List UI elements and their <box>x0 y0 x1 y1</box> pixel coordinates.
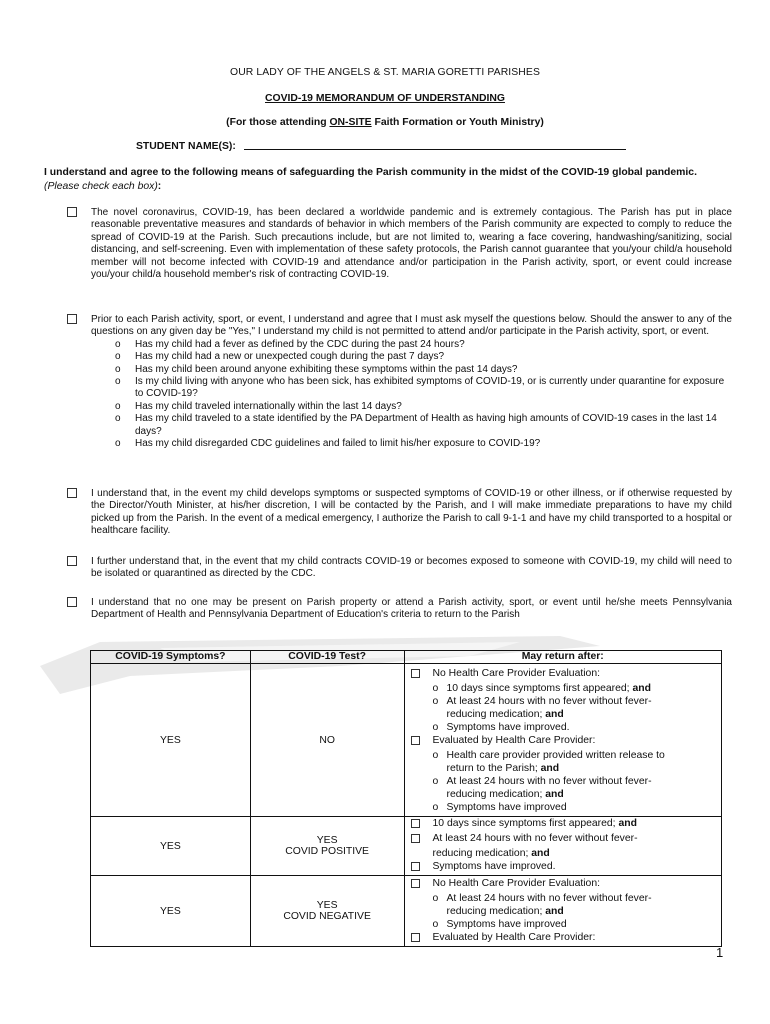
table-checkbox[interactable] <box>411 933 420 942</box>
checkbox-5[interactable] <box>67 597 77 607</box>
table-header: COVID-19 Test? <box>250 651 404 664</box>
table-checkbox[interactable] <box>411 819 420 828</box>
table-row <box>91 817 722 876</box>
table-cell: 10 days since symptoms first appeared; and At least 24 hours with no fever without fever- reducing medication; and Symptoms have improved. <box>404 817 722 876</box>
table-checkbox[interactable] <box>411 736 420 745</box>
table-checkbox[interactable] <box>411 879 420 888</box>
question-list <box>115 339 732 451</box>
agreement-item-4 <box>67 556 732 581</box>
question-item: o Has my child traveled internationally within the last 14 days? <box>115 400 402 412</box>
student-name-label: STUDENT NAME(S): <box>136 141 236 152</box>
checkbox-3[interactable] <box>67 488 77 498</box>
document-subtitle <box>0 117 770 128</box>
student-name-field <box>136 141 626 152</box>
table-cell: YES COVID POSITIVE <box>250 817 404 876</box>
table-row <box>91 664 722 817</box>
agreement-item-5 <box>67 597 732 622</box>
question-item: o Has my child had a new or unexpected cough during the past 7 days? <box>115 351 445 363</box>
agreement-text-1: The novel coronavirus, COVID-19, has been declared a worldwide pandemic and is extremely contagious. The Parish has put in place reasonable preventative measures and standards of behavior in which members of the Parish community are expected to comply to reduce the spread of COVID-19 at the Parish. Such precautions include, but are not limited to, wearing a face covering, handwashing/sanitizing, social distancing, and self-screening. Even with implementation of these safety protocols, the Parish cannot guarantee that you/your child/a household member will not become infected with COVID-19 and attendance and/or participation in the Parish activity, sport, or event could increase you/your child/a household member's risk of contracting COVID-19. <box>91 207 732 281</box>
subtitle-post: Faith Formation or Youth Ministry) <box>371 117 544 128</box>
table-checkbox[interactable] <box>411 862 420 871</box>
table-cell: YES <box>91 876 251 947</box>
agreement-item-1 <box>67 207 732 281</box>
table-cell: NO <box>250 664 404 817</box>
table-header: May return after: <box>404 651 722 664</box>
checkbox-1[interactable] <box>67 207 77 217</box>
intro-instruction: (Please check each box) <box>44 181 158 192</box>
intro-paragraph <box>44 166 734 194</box>
subtitle-onsite: ON-SITE <box>329 117 372 128</box>
agreement-text-4: I further understand that, in the event that my child contracts COVID-19 or becomes exposed to someone with COVID-19, my child will need to be isolated or quarantined as directed by the CDC. <box>91 556 732 580</box>
table-header-row <box>91 651 722 664</box>
intro-text: I understand and agree to the following means of safeguarding the Parish community in the midst of the COVID-19 global pandemic. <box>44 167 697 178</box>
agreement-item-2 <box>67 314 732 450</box>
table-cell: No Health Care Provider Evaluation: o 10 days since symptoms first appeared; and o At least 24 hours with no fever without fever- reducing medication; and o Symptoms have improved. Evaluated by Health Care Provider: o Health care provider provided written release to return to the Parish; and o At least 24 hours with no fever without fever- reducing medication; and o Symptoms have improved <box>404 664 722 817</box>
table-cell: YES COVID NEGATIVE <box>250 876 404 947</box>
agreement-text-5: I understand that no one may be present on Parish property or attend a Parish activity, sport, or event until he/she meets Pennsylvania Department of Health and Pennsylvania Department of Education's criteria to return to the Parish <box>91 597 732 621</box>
table-cell: YES <box>91 664 251 817</box>
return-criteria-table <box>90 650 722 947</box>
page-number: 1 <box>716 945 724 960</box>
document-title: COVID-19 MEMORANDUM OF UNDERSTANDING <box>265 93 505 104</box>
table-row <box>91 876 722 947</box>
agreement-text-3: I understand that, in the event my child develops symptoms or suspected symptoms of COVID-19 or other illness, or if otherwise requested by the Director/Youth Minister, at his/her discretion, I will be contacted by the Parish, and I will make immediate preparations to have my child picked up from the Parish. In the event of a medical emergency, I authorize the Parish to call 9-1-1 and have my child transported to a hospital or healthcare facility. <box>91 488 732 537</box>
checkbox-4[interactable] <box>67 556 77 566</box>
question-item: o Is my child living with anyone who has been sick, has exhibited symptoms of COVID-19, or is currently under quarantine for exposure to COVID-19? <box>115 376 725 400</box>
student-name-line[interactable] <box>244 149 626 150</box>
intro-colon: : <box>157 181 162 192</box>
agreement-text-2: Prior to each Parish activity, sport, or event, I understand and agree that I must ask myself the questions below. Should the answer to any of the questions on any given day be "Yes," I understand my child is not permitted to attend and/or participate in the Parish activity, sport, or event. <box>91 314 732 338</box>
table-checkbox[interactable] <box>411 834 420 843</box>
table-cell: YES <box>91 817 251 876</box>
subtitle-pre: (For those attending <box>226 117 330 128</box>
table-checkbox[interactable] <box>411 669 420 678</box>
question-item: o Has my child traveled to a state identified by the PA Department of Health as having high amounts of COVID-19 cases in the last 14 days? <box>115 413 717 437</box>
question-item: o Has my child disregarded CDC guidelines and failed to limit his/her exposure to COVID-19? <box>115 438 541 450</box>
parish-name: OUR LADY OF THE ANGELS & ST. MARIA GORETTI PARISHES <box>230 67 540 78</box>
question-item: o Has my child been around anyone exhibiting these symptoms within the past 14 days? <box>115 363 518 375</box>
question-item: o Has my child had a fever as defined by the CDC during the past 24 hours? <box>115 338 465 350</box>
checkbox-2[interactable] <box>67 314 77 324</box>
agreement-item-3 <box>67 488 732 538</box>
table-header: COVID-19 Symptoms? <box>91 651 251 664</box>
table-cell: No Health Care Provider Evaluation: o At least 24 hours with no fever without fever- reducing medication; and o Symptoms have improved Evaluated by Health Care Provider: <box>404 876 722 947</box>
